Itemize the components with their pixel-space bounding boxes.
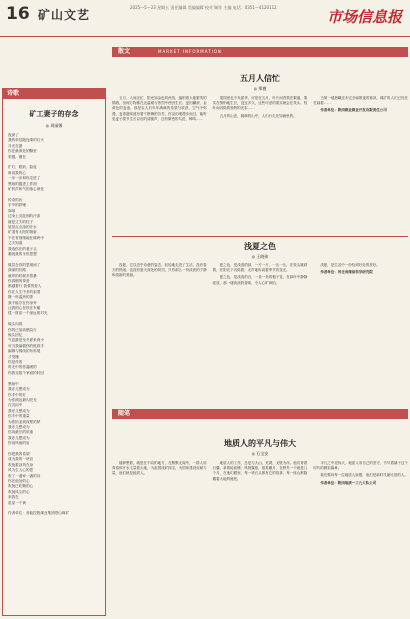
article3-para: 平凡之中见伟大，地质人用自己的坚守，书写着属于这个时代的精彩篇章。	[313, 461, 408, 471]
article3-para: 我们要向每一位地质人致敬，他们是新时代最可爱的人。	[320, 473, 408, 478]
article1-title: 五月人信忙	[240, 73, 280, 83]
article1-para: 五月，人间正忙，阳光如金色的丝线，编织着大地繁茂的锦缎，田间万物都在这温暖与热烈中使劲生长。麦田翻滚，金黄色的麦浪，那是农人们年年满满的希望与收获，空气中弥漫，麦香滋味道有着不断飘的芬芳，你沿田埂漫步而过，能听见麦子拔节生长以后的清脆声，还有繁密的鸟语，蝉鸣……	[112, 96, 207, 121]
article3-note: 作者单位：陕西地质一三九大队公司	[320, 480, 377, 485]
article2-title: 浅夏之色	[244, 241, 276, 251]
article1-para: 果园里也不负韶华，可是在五月，叶片间青果在繁盛，果实在悄悄地生长，没过多久，这些可爱的果实就会在枝头、枝叶间闪烁着独特的光彩……	[212, 96, 308, 111]
poem-body: 夜深了 我的牵挂随连绵的灯火 月光在窗 你在最深处的黝里 采掘，锤在 扩灯，眼前，脸庞 谁说我的心 一步一步和你走进了 黑暗的掘进工作面 矿机声和气的渗心深化 传奇的岩 手中的铁锹 岗哨 边身上沉淀细的汗漆 就是丈夫的柱子 屋顶点点渗的汗水 矿道有太阳的指射 不在有细细地在煤岭中 丈夫知道 我选你在的巷子头 凝视我的永恒思想 煤层在你的思境间了 深深的纹路 就印的时候多着暴 你真钢的挚爱 都越着行 我要的爱人 你在人生中多的寂寞 撩一杯温热的茶 我不能守在你身旁 让我的心在铁在车厢 揉一筐苗一个深远的对光 镜头闪烁 你的已加油燃烧行 镜头回忆 气息最是至冬夏来到小 可当我编插你的帐款手 编辑与棉线的布料展 才发懂 你是炸的 时光中的你温暖的 你我无数个家庭的时回 黑暗中 我亦儿想成为 你手中的灯 为你照达最闪亮光 在沉闷中 我亦儿想成为 你手中的重量 为你拓亚到深度的梦 我亦儿想成为 你用最长的浓重 我亦儿想成为 你用风雨的岩 你把我的希望 成为我的一块岩 吹拢柔剑风在身 风为生人心的思 吹了一盏家一盏的诗 你在他处的心 吹拢已吃鞘的心 吹拢风尘的心 来我在 星星一个黄 作者单位：晋能控股煤业集团塔山煤矿	[8, 133, 70, 516]
article2-para: 浅夏，它以近乎诗意的姿态，轻轻地走进了生活，没有春天的热闹，也没有夏天深处的炽烈，只有那么一份淡淡的宁静和清新的美丽。	[112, 263, 207, 278]
section-label: 散文	[118, 48, 131, 55]
article2-para: 浅夏，是生活中一份恰到好处的美好。	[320, 263, 380, 267]
poetry-tab: 诗歌	[3, 89, 105, 99]
section-band	[112, 47, 408, 57]
column-title: 矿山文艺	[38, 8, 91, 22]
page-header	[0, 0, 410, 37]
article1-note: 作者单位：陕西煤业煤业开发有限责任公司	[320, 108, 387, 113]
article1-author: ◎ 郑德	[253, 86, 267, 91]
article2-note: 作者单位：河北省煤炭科学研究院	[320, 270, 373, 275]
article3-body	[112, 461, 408, 615]
section-english: MARKET INFORMATION	[158, 49, 222, 54]
article2-para: 夏之色，是浅浅的绿，一片一片，一丛一丛，在枝头跳跃着，在阳光下闪烁着，无声地诉说着季节的变迁。	[212, 263, 308, 273]
poetry-column	[2, 88, 106, 616]
article1-body	[112, 96, 408, 232]
article2-para: 夏之色，是浅浅的白，一朵一朵的栀子花，在绿叶中静静绽放，那一缕淡淡的香味，令人心旷神怡。	[212, 275, 308, 285]
issue-meta: 2025—5—23 星期五 责任编辑 美编编辑 校对 制作 主编 电话：0351—4120112	[130, 5, 277, 10]
article3-para: 能够想着，就是在不同的地方，在默默无闻中，一群人用青春和汗水丈量着大地，为祖国找矿探宝，为国家建设贡献力量，他们就是地质人。	[112, 461, 207, 476]
newspaper-logo: 市场信息报	[326, 8, 402, 26]
article1-para: 当第一缕晨曦还未完全驱散夜的寒凉，煤矿的人们已经在忙碌着……	[313, 96, 408, 106]
article3-title: 地质人的平凡与伟大	[224, 438, 296, 448]
poem-title: 矿工妻子的存念	[29, 109, 79, 118]
article3-author: ◎ 石宝安	[251, 451, 269, 456]
article2-body	[112, 263, 408, 405]
divider	[112, 236, 408, 237]
page-number: 16	[6, 4, 30, 24]
article2-author: ◎ 王晓伟	[251, 254, 269, 259]
article1-para: 五月的山峦，凝翠的山中，人们行走在如画里的。	[219, 113, 297, 118]
poem-author: ◎ 周丽娜	[45, 123, 63, 128]
essay-band: 随笔	[112, 409, 408, 419]
article3-para: 地质人的工作，总是与大山、荒漠、戈壁为伴。他们背着行囊，拿着地质锤，风餐露宿，披星戴月，在野外一干就是几个月，在他们眼里，每一块石头都有它的故事，每一座山都隐藏着大地的秘密。	[212, 461, 308, 481]
